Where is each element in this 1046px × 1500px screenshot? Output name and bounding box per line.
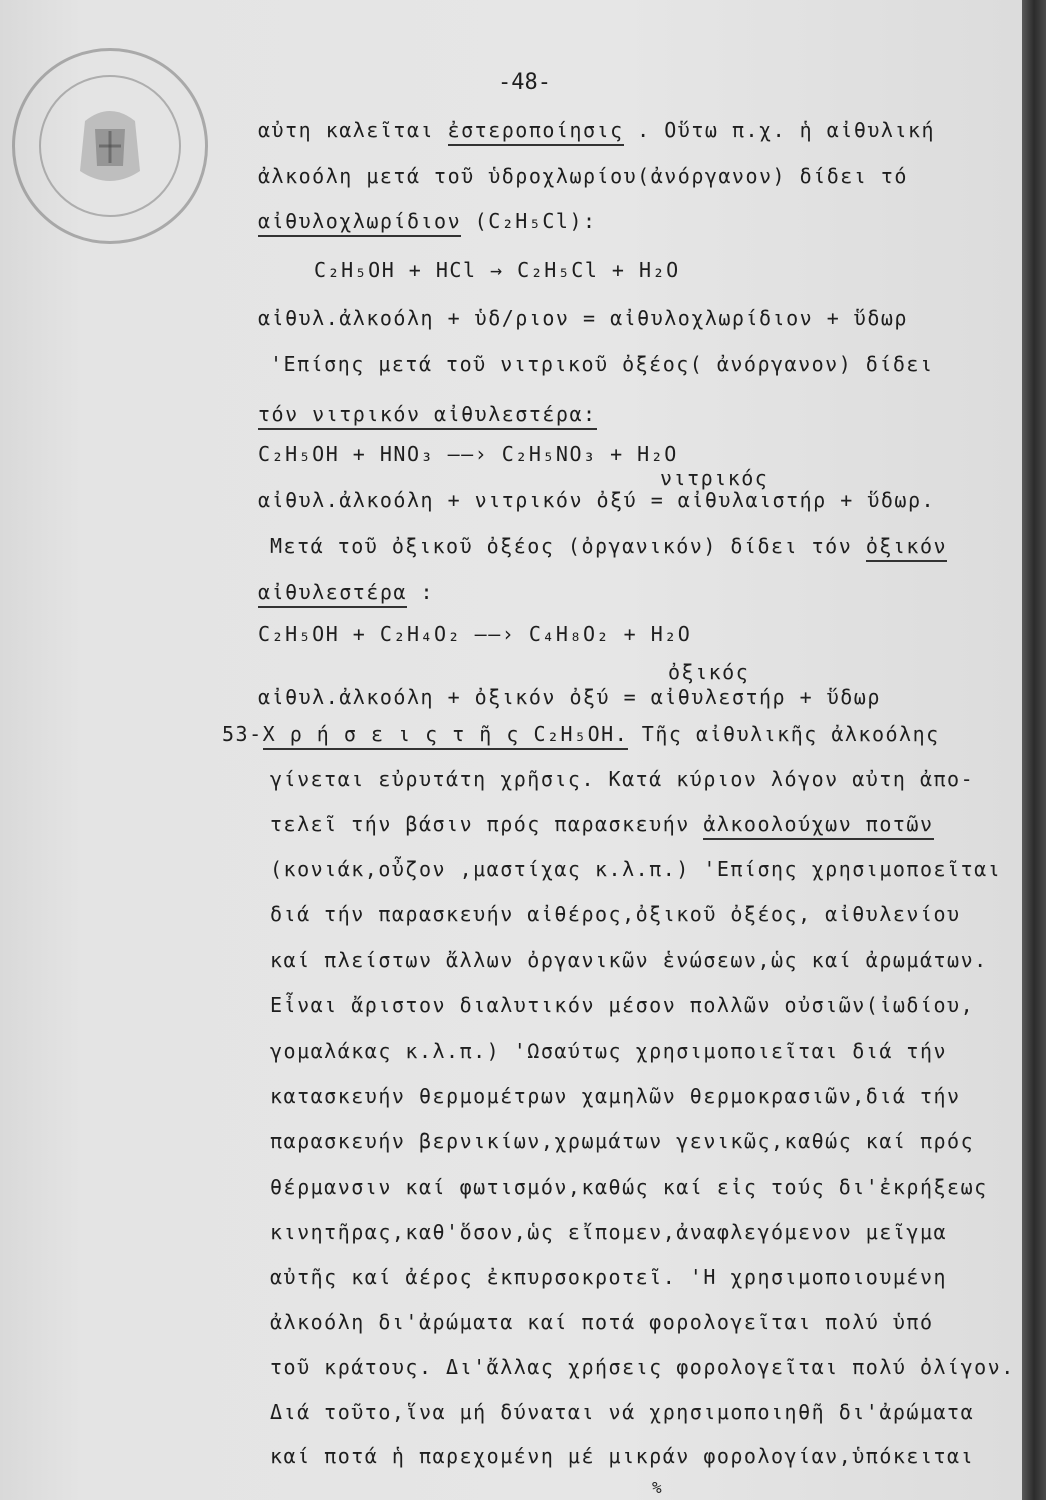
text-segment: αἰθυλ.ἀλκοόλη + νιτρικόν ὀξύ = αἰθυλαιστήρ + ὕδωρ. <box>258 488 936 512</box>
text-line <box>270 1355 1015 1379</box>
page-number: -48- <box>498 70 551 95</box>
text-segment: παρασκευήν βερνικίων,χρωμάτων γενικῶς,καθώς καί πρός <box>270 1129 975 1153</box>
text-line <box>270 993 974 1017</box>
text-line <box>270 1444 974 1468</box>
footer-mark: % <box>652 1478 662 1497</box>
text-line <box>270 1400 974 1424</box>
text-segment: γίνεται εὐρυτάτη χρῆσις. Κατά κύριον λόγον αὐτη ἀπο- <box>270 767 975 791</box>
text-segment: αὐτη καλεῖται <box>258 118 448 142</box>
text-line <box>270 1129 974 1153</box>
text-line <box>270 1039 947 1063</box>
text-line <box>258 164 908 188</box>
text-line <box>270 948 988 972</box>
text-line <box>270 812 934 836</box>
text-segment: (C₂H₅Cl): <box>461 209 597 233</box>
text-line <box>258 118 935 142</box>
text-segment: τελεῖ τήν βάσιν πρός παρασκευήν <box>270 812 704 836</box>
underlined-term: Χ ρ ή σ ε ι ς τ ῆ ς C₂H₅OH. <box>263 722 629 750</box>
text-segment: : <box>406 580 435 604</box>
text-segment: ἀλκοόλη μετά τοῦ ὑδροχλωρίου(ἀνόργανον) δίδει τό <box>258 164 908 188</box>
text-segment: 53- <box>222 722 263 746</box>
text-segment: γομαλάκας κ.λ.π.) 'Ωσαύτως χρησιμοποιεῖται διά τήν <box>270 1039 948 1063</box>
text-segment: καί ποτά ἡ παρεχομένη μέ μικράν φορολογίαν,ὑπόκειται <box>270 1444 975 1468</box>
text-segment: (κονιάκ,οὖζον ,μαστίχας κ.λ.π.) 'Επίσης χρησιμοποεῖται <box>270 857 1002 881</box>
text-line <box>668 660 749 684</box>
text-line <box>314 258 680 282</box>
underlined-term: ἀλκοολούχων ποτῶν <box>703 812 933 840</box>
text-segment: Τῆς αἰθυλικῆς ἀλκοόλης <box>628 722 940 746</box>
text-segment: αὐτῆς καί ἀέρος ἐκπυρσοκροτεῖ. 'Η χρησιμοποιουμένη <box>270 1265 948 1289</box>
text-line <box>270 352 934 376</box>
text-line <box>270 1175 988 1199</box>
official-seal-stamp <box>12 48 208 244</box>
underlined-term: αἰθυλοχλωρίδιον <box>258 209 461 237</box>
text-line <box>270 1265 947 1289</box>
text-segment: κατασκευήν θερμομέτρων χαμηλῶν θερμοκρασιῶν,διά τήν <box>270 1084 961 1108</box>
underlined-term: ἐστεροποίησις <box>448 118 624 146</box>
text-segment: διά τήν παρασκευήν αἰθέρος,ὀξικοῦ ὀξέος, αἰθυλενίου <box>270 902 961 926</box>
text-segment: C₂H₅OH + C₂H₄O₂ ——› C₄H₈O₂ + H₂O <box>258 622 692 646</box>
text-line <box>258 306 908 330</box>
seal-emblem-icon <box>15 51 205 241</box>
text-line <box>222 722 940 746</box>
text-line <box>258 580 434 604</box>
underlined-term: ὀξικόν <box>866 534 947 562</box>
text-segment: . Οὕτω π.χ. ἡ αἰθυλική <box>623 118 936 142</box>
text-line <box>258 209 597 233</box>
text-line <box>258 402 597 426</box>
text-line <box>270 1220 947 1244</box>
text-segment: θέρμανσιν καί φωτισμόν,καθώς καί εἰς τούς δι'ἐκρήξεως <box>270 1175 988 1199</box>
text-segment: C₂H₅OH + HCl → C₂H₅Cl + H₂O <box>314 258 680 282</box>
text-segment: ὀξικός <box>668 660 750 684</box>
text-segment: νιτρικός <box>660 466 769 490</box>
text-line <box>258 685 881 709</box>
text-line <box>270 857 1001 881</box>
text-line <box>270 534 947 558</box>
text-line <box>270 902 961 926</box>
text-line <box>258 442 678 466</box>
text-line <box>270 1084 961 1108</box>
text-segment: ἀλκοόλη δι'ἀρώματα καί ποτά φορολογεῖται πολύ ὑπό <box>270 1310 934 1334</box>
underlined-term: αἰθυλεστέρα <box>258 580 407 608</box>
text-segment: κινητῆρας,καθ'ὅσον,ὡς εἴπομεν,ἀναφλεγόμενον μεῖγμα <box>270 1220 948 1244</box>
text-segment: Διά τοῦτο,ἵνα μή δύναται νά χρησιμοποιηθῆ δι'ἀρώματα <box>270 1400 975 1424</box>
text-segment: Μετά τοῦ ὀξικοῦ ὀξέος (ὀργανικόν) δίδει τόν <box>270 534 866 558</box>
text-segment: καί πλείστων ἄλλων ὀργανικῶν ἑνώσεων,ὡς καί ἀρωμάτων. <box>270 948 988 972</box>
text-segment: Εἶναι ἄριστον διαλυτικόν μέσον πολλῶν οὐσιῶν(ἰωδίου, <box>270 993 975 1017</box>
text-segment: αἰθυλ.ἀλκοόλη + ὀξικόν ὀξύ = αἰθυλεστήρ + ὕδωρ <box>258 685 881 709</box>
text-segment: C₂H₅OH + HNO₃ ——› C₂H₅NO₃ + H₂O <box>258 442 678 466</box>
text-line <box>660 466 768 490</box>
text-segment: αἰθυλ.ἀλκοόλη + ὑδ/ριον = αἰθυλοχλωρίδιον + ὕδωρ <box>258 306 908 330</box>
underlined-term: τόν νιτρικόν αἰθυλεστέρα: <box>258 402 597 430</box>
text-line <box>270 767 974 791</box>
text-line <box>258 488 935 512</box>
book-binding-edge <box>1022 0 1046 1500</box>
text-line <box>270 1310 934 1334</box>
text-segment: 'Επίσης μετά τοῦ νιτρικοῦ ὀξέος( ἀνόργανον) δίδει <box>270 352 934 376</box>
text-line <box>258 622 691 646</box>
text-segment: τοῦ κράτους. Δι'ἄλλας χρήσεις φορολογεῖται πολύ ὀλίγον. <box>270 1355 1015 1379</box>
